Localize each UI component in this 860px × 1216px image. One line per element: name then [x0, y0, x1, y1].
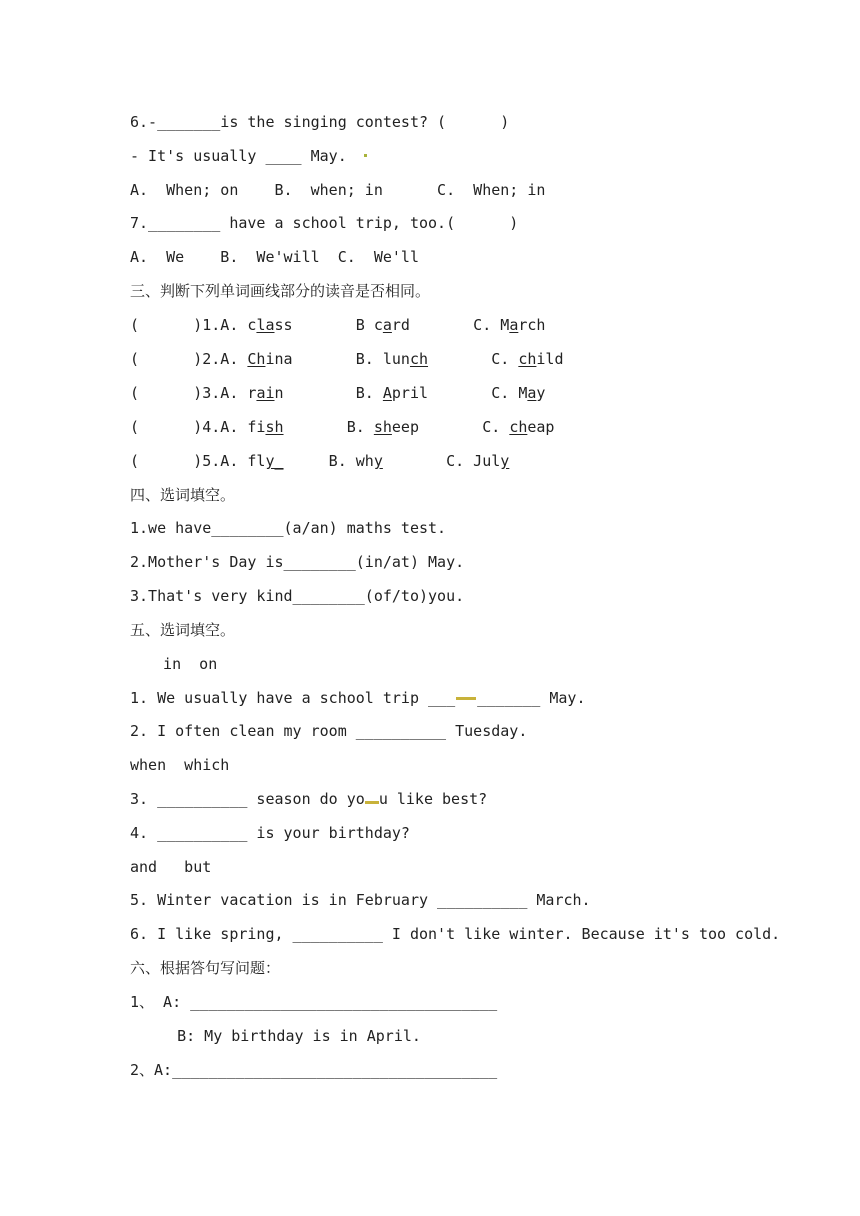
question-line: 1、 A: __________________________________	[130, 993, 498, 1011]
q7-stem: 7.________ have a school trip, too.( )	[130, 214, 519, 232]
section-4-title: 四、选词填空。	[130, 486, 236, 504]
phonics-item: ( )5.A. fly_ B. why C. July	[130, 452, 510, 470]
section-5-title: 五、选词填空。	[130, 621, 236, 639]
section-3-title: 三、判断下列单词画线部分的读音是否相同。	[130, 282, 431, 300]
word-choices: when which	[130, 756, 230, 774]
phonics-item: ( )2.A. China B. lunch C. child	[130, 350, 564, 368]
stray-dot-mark	[364, 154, 367, 157]
fill-item: 4. __________ is your birthday?	[130, 824, 410, 842]
section-6-title: 六、根据答句写问题：	[130, 959, 281, 977]
word-choices: in on	[145, 655, 218, 673]
q6-options: A. When; on B. when; in C. When; in	[130, 181, 546, 199]
fill-item: 1.we have________(a/an) maths test.	[130, 519, 447, 537]
highlight-mark	[456, 697, 476, 700]
word-choices: and but	[130, 858, 212, 876]
fill-item: 6. I like spring, __________ I don't like winter. Because it's too cold.	[130, 925, 781, 943]
q7-options: A. We B. We'will C. We'll	[130, 248, 419, 266]
fill-item: 2.Mother's Day is________(in/at) May.	[130, 553, 465, 571]
highlight-mark	[365, 801, 379, 804]
q6-answer-line: - It's usually ____ May.	[130, 147, 347, 165]
q6-stem: 6.-_______is the singing contest? ( )	[130, 113, 510, 131]
question-line: 2、A:____________________________________	[130, 1061, 498, 1079]
fill-item: 3. __________ season do yo u like best?	[130, 790, 488, 808]
phonics-item: ( )1.A. class B card C. March	[130, 316, 546, 334]
fill-item: 1. We usually have a school trip ___ _______ May.	[130, 689, 586, 707]
phonics-item: ( )4.A. fish B. sheep C. cheap	[130, 418, 555, 436]
fill-item: 2. I often clean my room __________ Tuesday.	[130, 722, 528, 740]
answer-line: B: My birthday is in April.	[150, 1027, 421, 1045]
phonics-item: ( )3.A. rain B. April C. May	[130, 384, 546, 402]
fill-item: 3.That's very kind________(of/to)you.	[130, 587, 465, 605]
fill-item: 5. Winter vacation is in February __________ March.	[130, 891, 591, 909]
